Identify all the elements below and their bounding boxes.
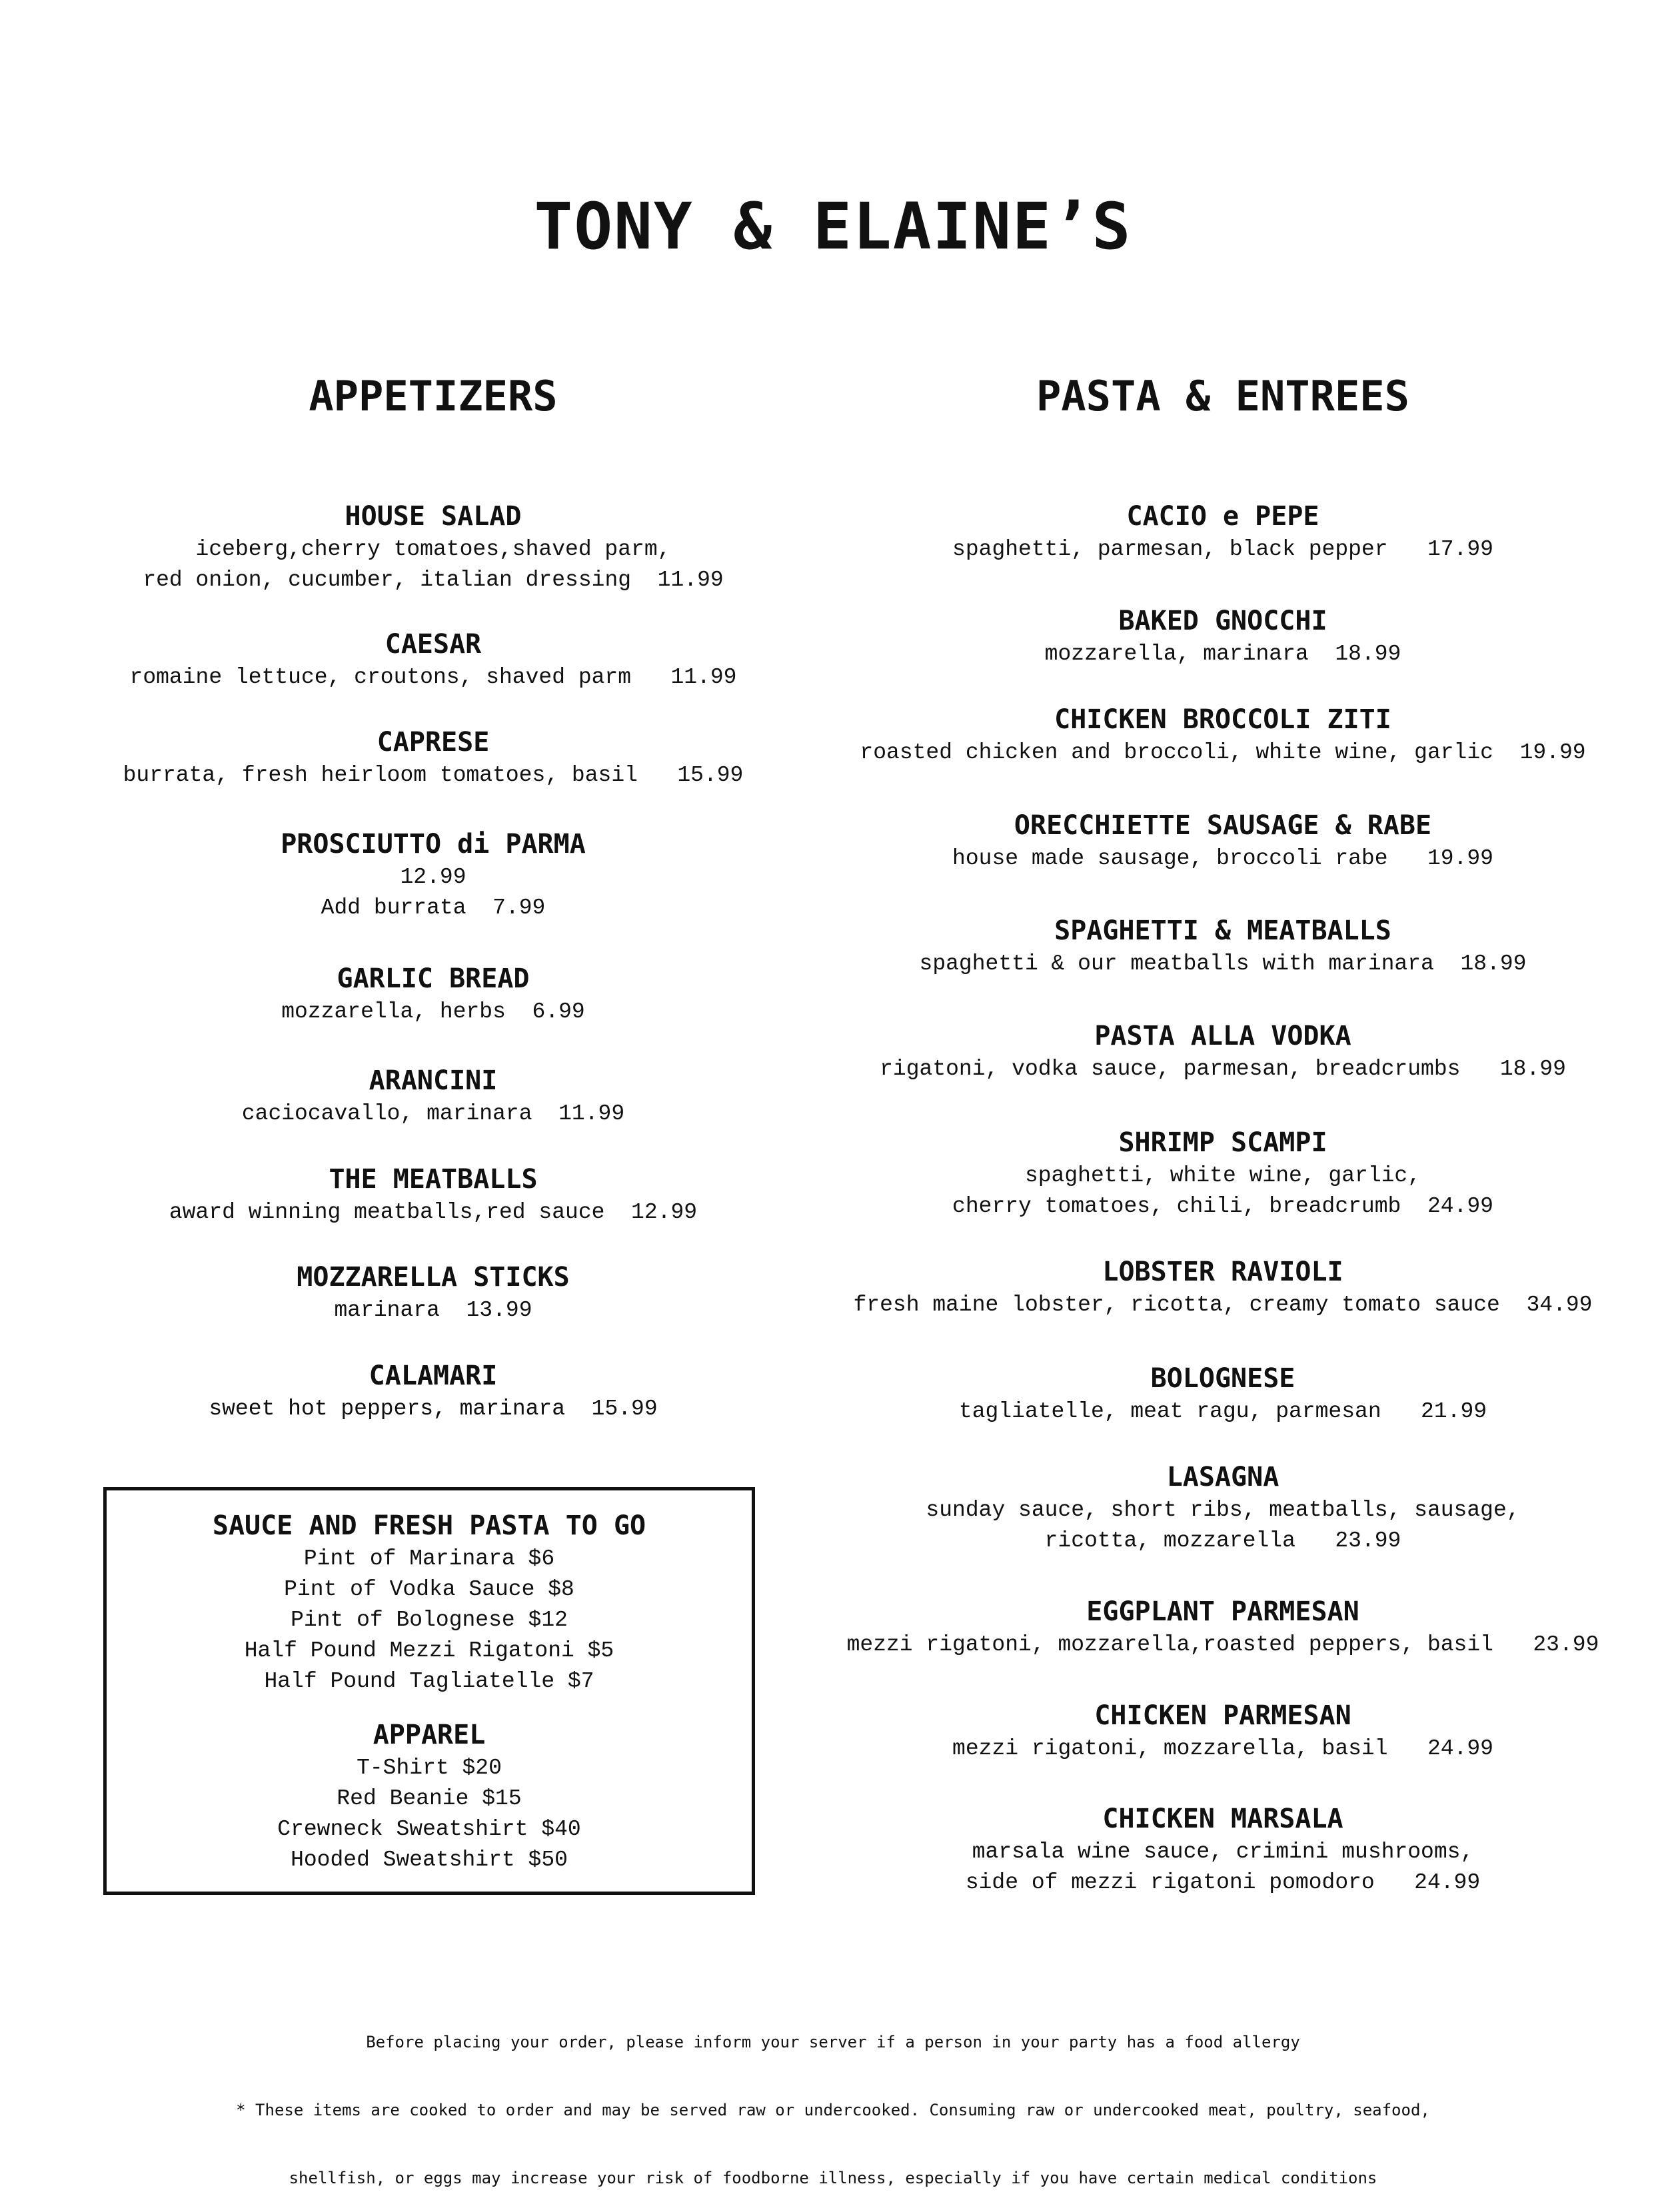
apparel-line: Red Beanie $15 <box>337 1786 522 1811</box>
item-name: CAESAR <box>385 629 482 660</box>
item-name: CHICKEN MARSALA <box>1102 1804 1343 1834</box>
item-name: BOLOGNESE <box>1150 1363 1295 1394</box>
menu-item <box>846 498 1599 565</box>
footer-line: * These items are cooked to order and may be served raw or undercooked. Consuming raw or undercooked meat, poultry, seafood, <box>236 2101 1430 2119</box>
menu-item <box>846 1018 1599 1085</box>
item-name: SPAGHETTI & MEATBALLS <box>1054 915 1391 946</box>
menu-item <box>846 1125 1599 1222</box>
appetizers-heading: APPETIZERS <box>309 372 558 420</box>
to-go-line: Pint of Marinara $6 <box>303 1546 555 1571</box>
to-go-box <box>103 1487 755 1895</box>
item-name: CALAMARI <box>369 1361 498 1391</box>
item-name: CHICKEN PARMESAN <box>1094 1700 1351 1731</box>
apparel-line: Crewneck Sweatshirt $40 <box>277 1817 581 1842</box>
item-desc: sunday sauce, short ribs, meatballs, sausage, <box>926 1498 1520 1522</box>
menu-item <box>846 603 1599 670</box>
menu-item <box>846 1459 1599 1556</box>
menu-item <box>846 1801 1599 1898</box>
item-desc: burrata, fresh heirloom tomatoes, basil 15.99 <box>123 763 744 788</box>
menu-item <box>846 913 1599 979</box>
item-desc: mezzi rigatoni, mozzarella, basil 24.99 <box>952 1736 1493 1761</box>
item-desc: award winning meatballs,red sauce 12.99 <box>169 1200 698 1225</box>
menu-item <box>0 1161 866 1228</box>
item-desc: house made sausage, broccoli rabe 19.99 <box>952 846 1493 871</box>
menu-item <box>0 626 866 693</box>
item-desc: romaine lettuce, croutons, shaved parm 11.99 <box>129 665 737 690</box>
apparel-heading: APPAREL <box>373 1720 486 1750</box>
item-name: CHICKEN BROCCOLI ZITI <box>1054 704 1391 735</box>
menu-item <box>846 1698 1599 1764</box>
item-desc: marsala wine sauce, crimini mushrooms, <box>972 1840 1474 1864</box>
item-desc: marinara 13.99 <box>334 1298 532 1323</box>
menu-item <box>846 808 1599 874</box>
menu-item <box>0 1063 866 1129</box>
allergy-disclaimer <box>0 1985 1666 2212</box>
item-name: THE MEATBALLS <box>329 1164 538 1195</box>
item-name: SHRIMP SCAMPI <box>1118 1127 1327 1158</box>
menu-item <box>846 1254 1599 1321</box>
item-desc: tagliatelle, meat ragu, parmesan 21.99 <box>958 1399 1487 1424</box>
item-desc: spaghetti, white wine, garlic, <box>1024 1163 1421 1188</box>
menu-item <box>0 724 866 791</box>
footer-line: shellfish, or eggs may increase your risk of foodborne illness, especially if you have certain medical conditions <box>289 2169 1377 2187</box>
item-desc: Add burrata 7.99 <box>321 895 546 920</box>
entrees-heading: PASTA & ENTREES <box>1036 372 1409 420</box>
menu-item <box>846 1361 1599 1427</box>
item-name: BAKED GNOCCHI <box>1118 606 1327 636</box>
item-name: LASAGNA <box>1166 1462 1279 1492</box>
item-name: ARANCINI <box>369 1065 498 1096</box>
restaurant-title: TONY & ELAINE’S <box>534 189 1132 264</box>
menu-item <box>846 1594 1599 1660</box>
to-go-heading: SAUCE AND FRESH PASTA TO GO <box>212 1510 646 1541</box>
item-name: EGGPLANT PARMESAN <box>1086 1596 1359 1627</box>
item-name: PROSCIUTTO di PARMA <box>281 829 586 859</box>
footer-line: Before placing your order, please inform your server if a person in your party has a food allergy <box>366 2033 1300 2051</box>
item-name: ORECCHIETTE SAUSAGE & RABE <box>1014 810 1432 841</box>
item-desc: mezzi rigatoni, mozzarella,roasted peppers, basil 23.99 <box>846 1632 1599 1657</box>
item-name: HOUSE SALAD <box>345 501 522 532</box>
menu-item <box>0 1358 866 1424</box>
item-desc: sweet hot peppers, marinara 15.99 <box>209 1396 658 1421</box>
item-desc: spaghetti & our meatballs with marinara 18.99 <box>919 951 1527 976</box>
menu-item <box>0 498 866 596</box>
menu-item <box>0 961 866 1027</box>
item-desc: rigatoni, vodka sauce, parmesan, breadcrumbs 18.99 <box>880 1057 1566 1081</box>
item-desc: caciocavallo, marinara 11.99 <box>241 1101 625 1126</box>
item-desc: mozzarella, marinara 18.99 <box>1044 642 1401 666</box>
item-desc: cherry tomatoes, chili, breadcrumb 24.99 <box>952 1194 1493 1219</box>
item-desc: 12.99 <box>400 865 466 889</box>
item-desc: mozzarella, herbs 6.99 <box>281 999 585 1024</box>
item-name: CAPRESE <box>377 727 490 758</box>
item-name: PASTA ALLA VODKA <box>1094 1021 1351 1051</box>
item-name: GARLIC BREAD <box>337 963 530 994</box>
to-go-line: Pint of Vodka Sauce $8 <box>284 1577 574 1602</box>
item-desc: side of mezzi rigatoni pomodoro 24.99 <box>965 1870 1481 1895</box>
item-name: LOBSTER RAVIOLI <box>1102 1257 1343 1287</box>
item-desc: fresh maine lobster, ricotta, creamy tomato sauce 34.99 <box>853 1293 1593 1317</box>
item-desc: roasted chicken and broccoli, white wine, garlic 19.99 <box>860 740 1586 765</box>
item-name: CACIO e PEPE <box>1126 501 1319 532</box>
menu-item <box>0 826 866 923</box>
item-desc: spaghetti, parmesan, black pepper 17.99 <box>952 537 1493 562</box>
item-desc: red onion, cucumber, italian dressing 11.99 <box>143 568 724 592</box>
to-go-line: Half Pound Mezzi Rigatoni $5 <box>244 1638 614 1663</box>
item-desc: iceberg,cherry tomatoes,shaved parm, <box>195 537 671 562</box>
to-go-line: Half Pound Tagliatelle $7 <box>264 1669 594 1694</box>
menu-item <box>846 702 1599 768</box>
item-name: MOZZARELLA STICKS <box>297 1262 570 1293</box>
apparel-line: T-Shirt $20 <box>357 1756 502 1780</box>
item-desc: ricotta, mozzarella 23.99 <box>1044 1528 1401 1553</box>
menu-item <box>0 1259 866 1326</box>
apparel-line: Hooded Sweatshirt $50 <box>291 1848 568 1872</box>
to-go-line: Pint of Bolognese $12 <box>291 1608 568 1632</box>
